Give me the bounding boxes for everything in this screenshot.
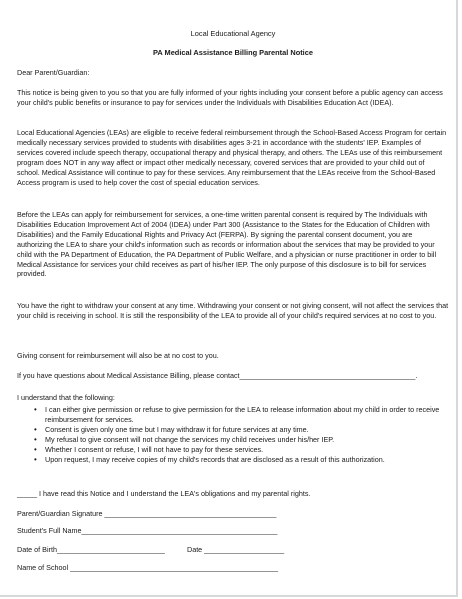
agency-heading: Local Educational Agency: [190, 29, 276, 38]
paragraph-withdraw-rights: You have the right to withdraw your consent at any time. Withdrawing your consent or not giving consent, will not affect the services that your child is receiving in school. It is still the responsibility of the LEA to provide all of your child's required services at no cost to you.: [17, 301, 449, 320]
list-item: • Consent is given only one time but I may withdraw it for future services at any time.: [17, 425, 449, 435]
list-item: • I can either give permission or refuse to give permission for the LEA to release information about my child in order to receive reimbursement for services.: [17, 405, 449, 425]
list-item: • My refusal to give consent will not change the services my child receives under his/her IEP.: [17, 435, 449, 445]
date-of-birth-field: Date of Birth___________________________: [17, 545, 165, 554]
salutation: Dear Parent/Guardian:: [17, 68, 90, 77]
notice-title: PA Medical Assistance Billing Parental Notice: [153, 48, 313, 57]
guardian-signature-field: Parent/Guardian Signature ___________________________________________: [17, 509, 277, 518]
paragraph-consent-requirement: Before the LEAs can apply for reimbursement for services, a one-time written parental consent is required by The Individuals with Disabilities Education Improvement Act of 2004 (IDEA) under Part 300 (Assistance to the States for the Education of Children with Disabilities) and the Family Educational Rights and Privacy Act (FERPA). By signing the parental consent document, you are authorizing the LEA to share your child's information such as records or information about the services that may be provided to your child with the PA Department of Education, the PA Department of Public Welfare, and a physician or nurse practitioner in order to bill Medical Assistance for services your child receives as part of his/her IEP. The only purpose of this disclosure is to bill for services provided.: [17, 210, 437, 279]
school-name-field: Name of School ____________________________________________________: [17, 563, 278, 572]
list-item: • Whether I consent or refuse, I will not have to pay for these services.: [17, 445, 449, 455]
paragraph-intro: This notice is being given to you so that you are fully informed of your rights including your consent before a public agency can access your child's public benefits or insurance to pay for services under the Individuals with Disabilities Education Act (IDEA).: [17, 88, 443, 107]
date-field: Date ____________________: [187, 545, 285, 554]
paragraph-no-cost: Giving consent for reimbursement will also be at no cost to you.: [17, 351, 219, 360]
acknowledgement-line: _____ I have read this Notice and I understand the LEA's obligations and my parental rights.: [17, 489, 311, 498]
list-item: • Upon request, I may receive copies of my child's records that are disclosed as a result of this authorization.: [17, 455, 449, 465]
student-name-field: Student's Full Name_________________________________________________: [17, 526, 278, 535]
paragraph-lea-reimbursement: Local Educational Agencies (LEAs) are eligible to receive federal reimbursement through the School-Based Access Program for certain medically necessary services provided to students with disabilities ages 3-21 in accordance with the students' IEP. Examples of services covered include speech therapy, occupational therapy and physical therapy, and others. The LEAs use of this reimbursement program does NOT in any way affect or impact other medically necessary, covered services that are provided to your child out of school. Medical Assistance will continue to pay for these services. Any reimbursement that the LEAs receive from the School-Based Access program is used to help cover the cost of special education services.: [17, 128, 447, 187]
paragraph-contact: If you have questions about Medical Assistance Billing, please contact____________________________________________.: [17, 371, 418, 380]
understand-heading: I understand that the following:: [17, 393, 115, 402]
understanding-list: [17, 405, 449, 464]
